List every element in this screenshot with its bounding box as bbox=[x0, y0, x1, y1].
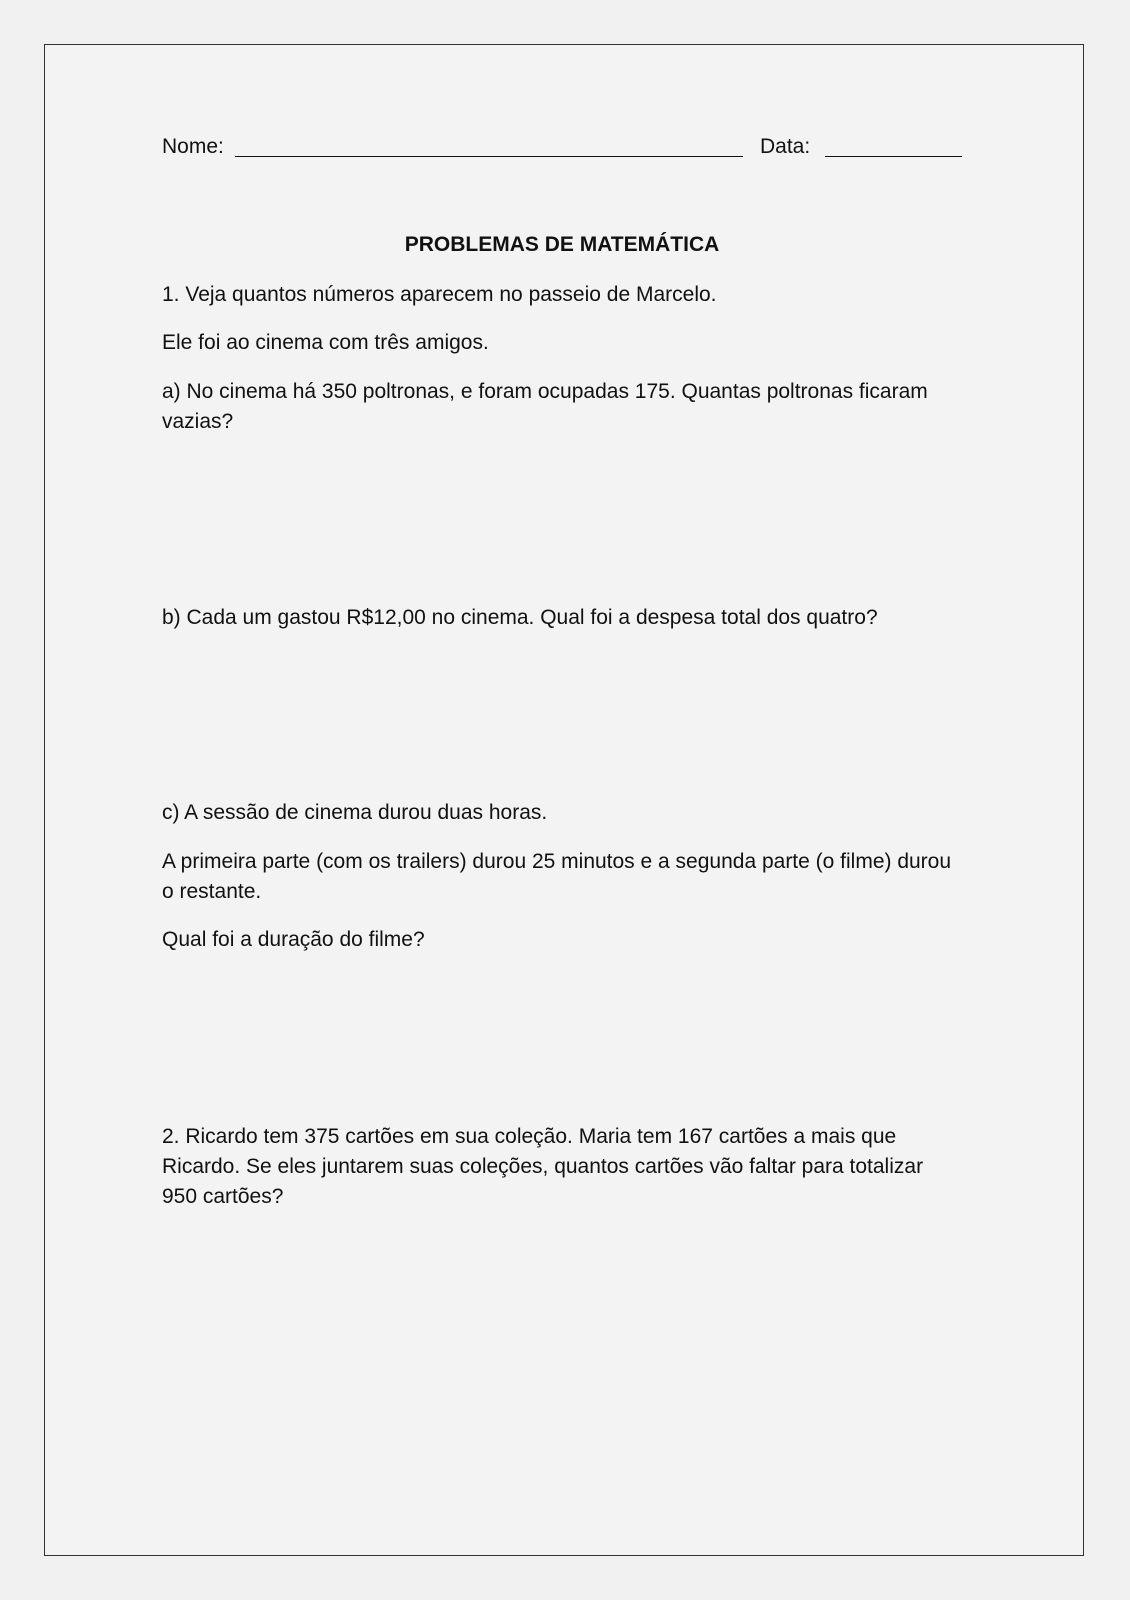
name-label: Nome: bbox=[162, 135, 224, 158]
question-1c-line3: Qual foi a duração do filme? bbox=[162, 928, 425, 951]
question-1-intro: 1. Veja quantos números aparecem no passeio de Marcelo. bbox=[162, 283, 717, 306]
worksheet-title: PROBLEMAS DE MATEMÁTICA bbox=[404, 233, 720, 256]
question-1c-line2: A primeira parte (com os trailers) durou 25 minutos e a segunda parte (o filme) durou o restante. bbox=[162, 850, 952, 903]
header-row bbox=[162, 132, 962, 162]
question-1b: b) Cada um gastou R$12,00 no cinema. Qual foi a despesa total dos quatro? bbox=[162, 606, 878, 629]
name-blank-line[interactable] bbox=[235, 138, 743, 157]
date-label: Data: bbox=[760, 135, 811, 158]
date-blank-line[interactable] bbox=[825, 138, 962, 157]
question-1-context: Ele foi ao cinema com três amigos. bbox=[162, 331, 489, 354]
question-1a: a) No cinema há 350 poltronas, e foram ocupadas 175. Quantas poltronas ficaram vazias? bbox=[162, 380, 928, 433]
question-2: 2. Ricardo tem 375 cartões em sua coleção. Maria tem 167 cartões a mais que Ricardo. Se eles juntarem suas coleções, quantos cartões vão faltar para totalizar 950 cartões? bbox=[162, 1125, 924, 1208]
question-1c-line1: c) A sessão de cinema durou duas horas. bbox=[162, 801, 548, 824]
